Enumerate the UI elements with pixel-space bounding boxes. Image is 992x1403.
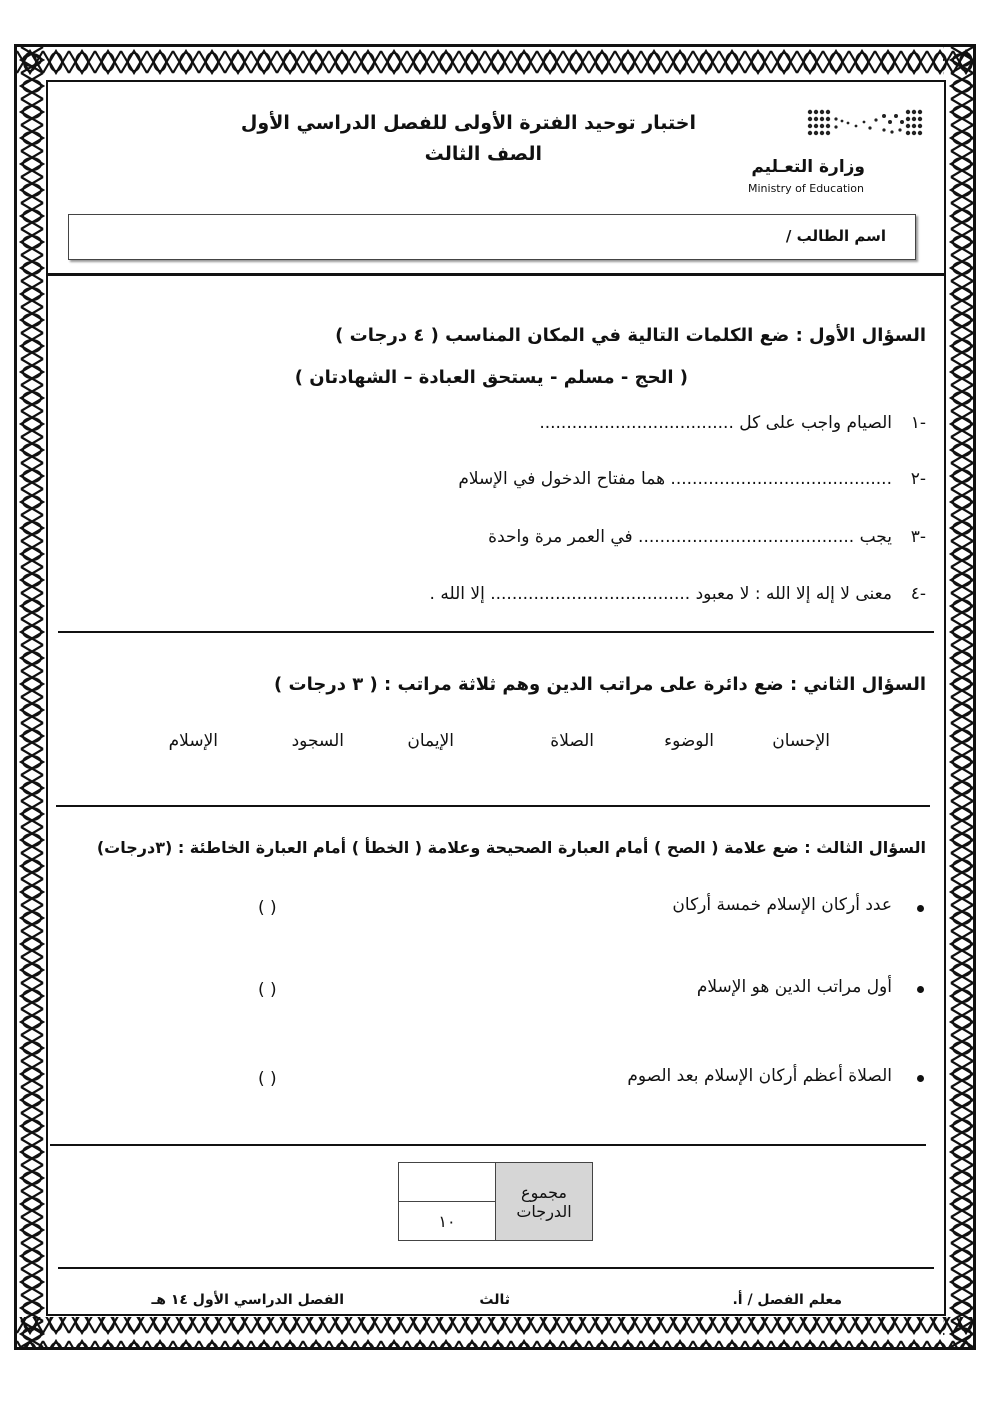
- q1-divider: [58, 631, 934, 633]
- q3-answer-3[interactable]: ( ): [258, 1069, 277, 1089]
- q3-statement-2: أول مراتب الدين هو الإسلام: [696, 977, 892, 997]
- footer-term: الفصل الدراسي الأول ١٤ هـ: [151, 1292, 344, 1308]
- q3-statement-3: الصلاة أعظم أركان الإسلام بعد الصوم: [627, 1066, 892, 1086]
- q2-option-sujud[interactable]: السجود: [291, 731, 344, 751]
- total-label: [496, 1163, 593, 1241]
- total-score-table: [398, 1162, 593, 1241]
- bullet-icon: [917, 905, 924, 912]
- content-area: [46, 80, 946, 1316]
- score-cell[interactable]: [399, 1163, 496, 1202]
- total-label-line2: الدرجات: [516, 1201, 572, 1221]
- q1-word-bank: ( الحج - مسلم - يستحق العبادة – الشهادتان ): [294, 367, 688, 388]
- q2-option-islam[interactable]: الإسلام: [168, 731, 218, 751]
- bullet-icon: [917, 1075, 924, 1082]
- student-name-label: اسم الطالب /: [785, 227, 886, 245]
- total-label-line1: مجموع: [521, 1182, 567, 1202]
- total-value: ١٠: [399, 1202, 496, 1241]
- bullet-icon: [917, 986, 924, 993]
- footer-grade: ثالث: [479, 1292, 510, 1308]
- q1-item-2-number: ٢-: [910, 469, 926, 489]
- q1-item-4-number: ٤-: [910, 584, 926, 604]
- q2-option-iman[interactable]: الإيمان: [407, 731, 454, 751]
- q2-title: السؤال الثاني : ضع دائرة على مراتب الدين وهم ثلاثة مراتب : ( ٣ درجات ): [274, 674, 926, 695]
- footer-divider: [58, 1267, 934, 1269]
- q2-option-ihsan[interactable]: الإحسان: [772, 731, 830, 751]
- header-divider: [46, 273, 946, 276]
- q3-title: السؤال الثالث : ضع علامة ( الصح ) أمام العبارة الصحيحة وعلامة ( الخطأ ) أمام العبارة الخاطئة : (٣درجات): [96, 838, 926, 857]
- q3-answer-2[interactable]: ( ): [258, 980, 277, 1000]
- ministry-name-ar: وزارة التعـليم: [751, 157, 865, 177]
- q3-statement-1: عدد أركان الإسلام خمسة أركان: [672, 895, 892, 915]
- q3-answer-1[interactable]: ( ): [258, 898, 277, 918]
- q1-item-3-number: ٣-: [910, 527, 926, 547]
- footer-teacher: معلم الفصل / أ.: [732, 1292, 842, 1308]
- ministry-logo-icon: [806, 108, 924, 138]
- q1-item-1: الصيام واجب على كل ....................................: [539, 413, 892, 433]
- q2-option-salah[interactable]: الصلاة: [550, 731, 594, 751]
- q1-item-1-number: ١-: [910, 413, 926, 433]
- exam-title: اختبار توحيد الفترة الأولى للفصل الدراسي الأول: [240, 112, 696, 134]
- q2-option-wudu[interactable]: الوضوء: [664, 731, 714, 751]
- q3-divider: [50, 1144, 926, 1146]
- q1-item-2: ......................................... هما مفتاح الدخول في الإسلام: [458, 469, 892, 489]
- grade-title: الصف الثالث: [424, 143, 542, 165]
- q1-item-3: يجب ........................................ في العمر مرة واحدة: [488, 527, 892, 547]
- q1-title: السؤال الأول : ضع الكلمات التالية في المكان المناسب ( ٤ درجات ): [335, 325, 926, 346]
- q2-divider: [56, 805, 930, 807]
- ministry-name-en: Ministry of Education: [748, 182, 865, 195]
- q1-item-4: معنى لا إله إلا الله : لا معبود ..................................... إلا الله .: [429, 584, 892, 604]
